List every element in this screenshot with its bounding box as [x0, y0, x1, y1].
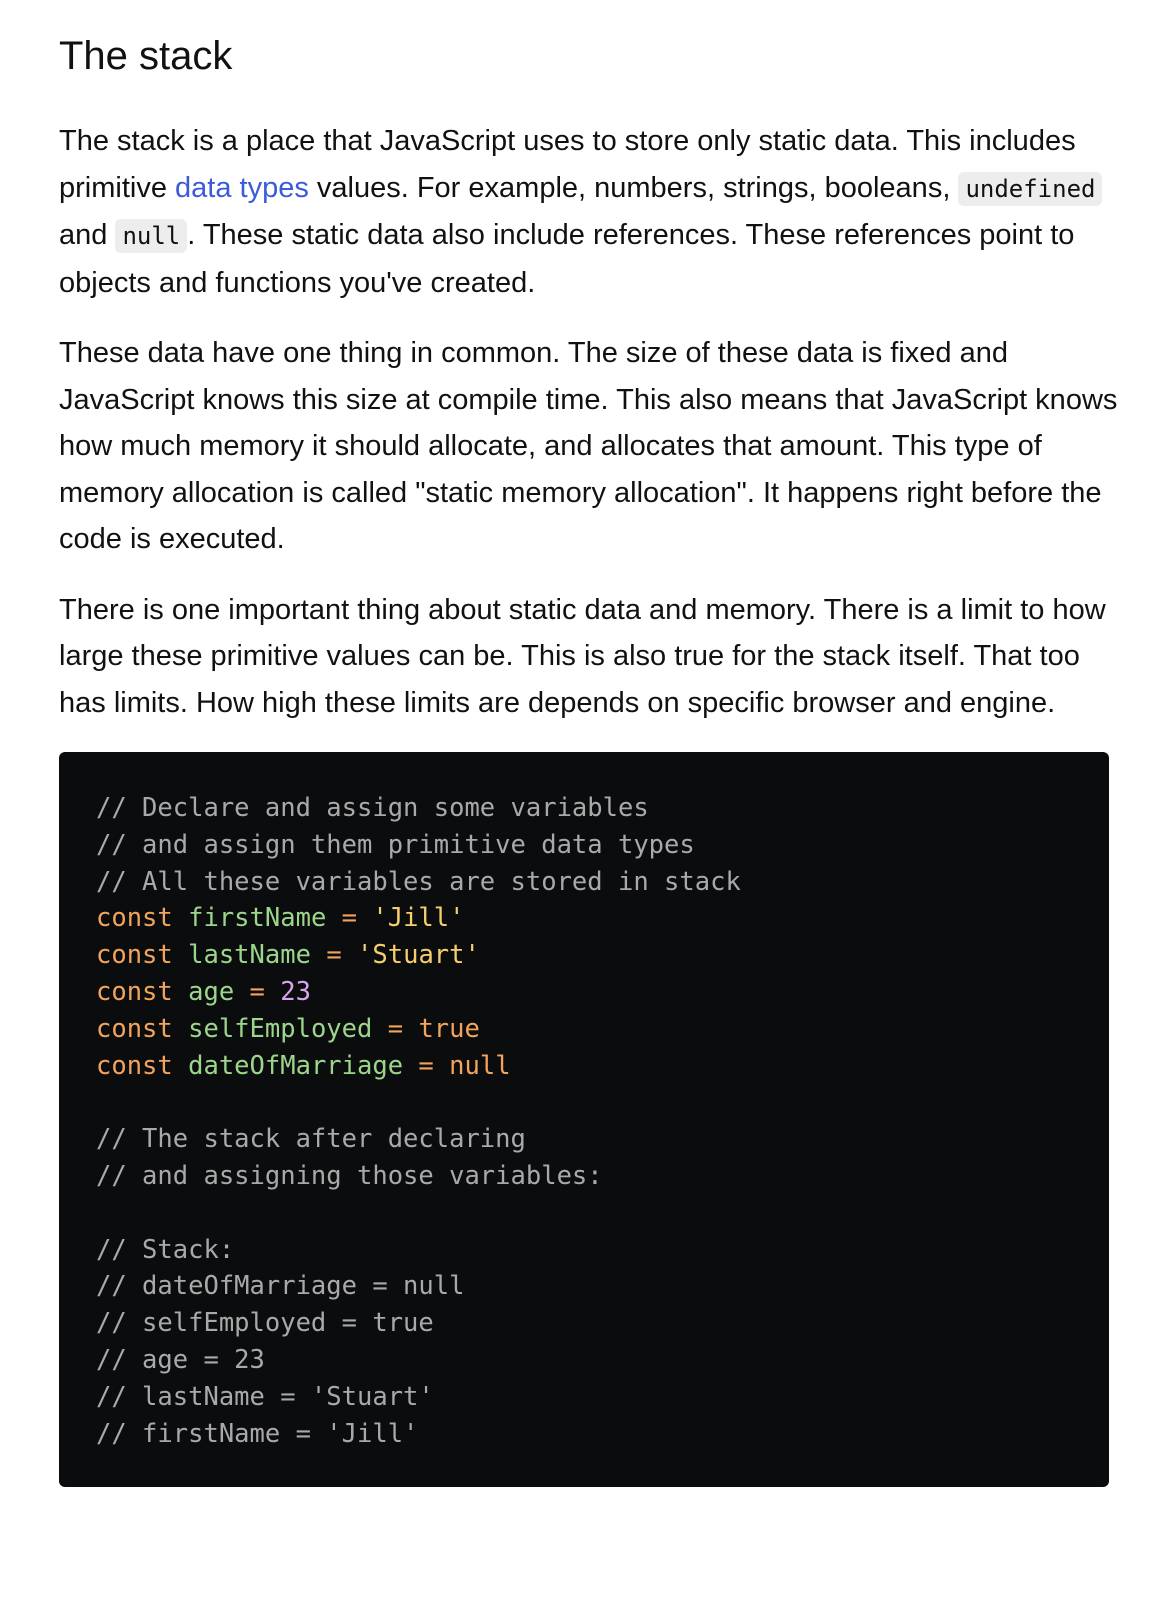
code-value: null: [449, 1050, 511, 1081]
code-blank-line: [96, 1084, 1109, 1121]
code-comment: // The stack after declaring: [96, 1124, 526, 1155]
code-declaration: [96, 1048, 1109, 1085]
code-keyword: const: [96, 1050, 173, 1081]
code-value: 23: [280, 976, 311, 1007]
code-comment: // firstName = 'Jill': [96, 1418, 419, 1449]
code-comment: // dateOfMarriage = null: [96, 1271, 465, 1302]
code-block: [59, 752, 1109, 1487]
paragraph-text: The stack is a place that JavaScript uses to store only static data. This includes primitive: [59, 125, 1076, 204]
code-declaration: [96, 974, 1109, 1011]
paragraph-static-allocation: These data have one thing in common. The size of these data is fixed and JavaScript knows this size at compile time. This also means that JavaScript knows how much memory it should allocate, and allocates that amount. This type of memory allocation is called "static memory allocation". It happens right before the code is executed.: [59, 337, 1118, 555]
code-operator: =: [341, 903, 358, 934]
code-comment: // Declare and assign some variables: [96, 793, 649, 823]
paragraph-stack-intro: [59, 118, 1129, 306]
code-comment: // age = 23: [96, 1344, 265, 1375]
code-comment: // and assigning those variables:: [96, 1160, 603, 1191]
code-operator: =: [387, 1013, 404, 1044]
code-keyword: const: [96, 1013, 173, 1044]
article: [59, 0, 1129, 1487]
code-variable: firstName: [188, 903, 327, 934]
code-variable: age: [188, 976, 235, 1007]
code-value: 'Jill': [372, 903, 465, 934]
data-types-link[interactable]: data types: [175, 171, 309, 204]
code-keyword: const: [96, 903, 173, 934]
code-comment: // All these variables are stored in stack: [96, 866, 741, 897]
code-operator: =: [326, 940, 342, 971]
code-variable: dateOfMarriage: [188, 1050, 404, 1081]
code-operator: =: [249, 976, 265, 1007]
code-declaration: [96, 1011, 1109, 1048]
code-keyword: const: [96, 940, 173, 971]
code-keyword: const: [96, 976, 173, 1007]
code-operator: =: [418, 1050, 434, 1081]
code-value: 'Stuart': [357, 940, 480, 971]
code-comment: // Stack:: [96, 1234, 235, 1265]
paragraph-text: and: [59, 219, 116, 251]
code-variable: selfEmployed: [188, 1013, 373, 1044]
code-comment: // selfEmployed = true: [96, 1308, 434, 1339]
inline-code-null: null: [115, 219, 187, 253]
section-heading: The stack: [59, 34, 233, 78]
code-blank-line: [96, 1195, 1109, 1232]
paragraph-stack-limits: There is one important thing about static data and memory. There is a limit to how large these primitive values can be. This is also true for the stack itself. That too has limits. How high these limits are depends on specific browser and engine.: [59, 593, 1106, 719]
inline-code-undefined: undefined: [958, 172, 1102, 206]
paragraph-text: values. For example, numbers, strings, booleans,: [308, 171, 959, 204]
code-comment: // and assign them primitive data types: [96, 829, 695, 860]
code-comment: // lastName = 'Stuart': [96, 1381, 434, 1412]
code-declaration: [96, 900, 1109, 937]
code-declaration: [96, 937, 1109, 974]
code-value: true: [418, 1013, 480, 1044]
paragraph-text: . These static data also include references. These references point to objects and functions you've created.: [59, 219, 1075, 299]
code-variable: lastName: [188, 940, 311, 971]
